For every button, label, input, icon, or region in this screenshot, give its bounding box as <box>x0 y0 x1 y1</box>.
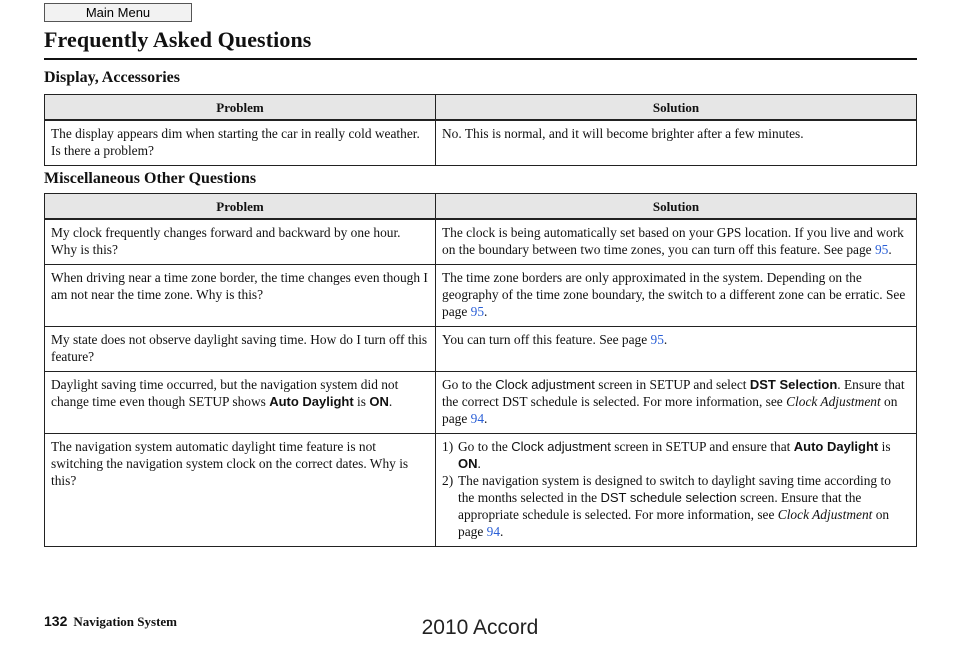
page-number: 132 <box>44 613 68 629</box>
punctuation: . <box>477 456 481 471</box>
punctuation: . <box>663 332 668 347</box>
faq-table-display <box>44 94 917 166</box>
page-link[interactable]: 94 <box>470 411 485 426</box>
cross-reference: Clock Adjustment <box>786 394 881 409</box>
page-link[interactable]: 95 <box>874 242 889 257</box>
table-row <box>45 327 917 372</box>
solution-text: The clock is being automatically set based on your GPS location. If you live and work on the boundary between two time zones, you can turn off this feature. See page <box>442 225 904 257</box>
solution-text: on page <box>442 394 898 426</box>
problem-cell: My state does not observe daylight saving time. How do I turn off this feature? <box>45 327 436 372</box>
problem-cell: My clock frequently changes forward and backward by one hour. Why is this? <box>45 219 436 265</box>
section-heading-display: Display, Accessories <box>44 69 180 86</box>
solution-cell <box>436 327 917 372</box>
problem-cell: The navigation system automatic daylight time feature is not switching the navigation system clock on the correct dates. Why is this? <box>45 434 436 547</box>
ui-term-clock-adjustment: Clock adjustment <box>495 377 595 392</box>
table-row <box>45 434 917 547</box>
punctuation: . <box>888 242 892 257</box>
numbered-step <box>442 438 910 472</box>
problem-cell <box>45 372 436 434</box>
table-row <box>45 219 917 265</box>
cross-reference: Clock Adjustment <box>777 507 873 522</box>
page-title: Frequently Asked Questions <box>44 27 312 52</box>
solution-cell <box>436 265 917 327</box>
solution-text: . Ensure that the correct DST schedule is selected. For more information, see <box>442 377 905 409</box>
ui-term-dst-selection: DST Selection <box>749 377 838 392</box>
problem-text: is <box>353 394 370 409</box>
step-number: 1) <box>442 439 454 454</box>
title-divider <box>44 58 917 60</box>
step-number: 2) <box>442 473 454 488</box>
numbered-step <box>442 472 910 540</box>
solution-cell <box>436 434 917 547</box>
solution-text: You can turn off this feature. See page <box>442 332 651 347</box>
step-text <box>458 438 910 472</box>
column-header-solution: Solution <box>436 194 917 220</box>
ui-term-on: ON <box>458 456 478 471</box>
ui-term-on: ON <box>369 394 389 409</box>
ui-term-auto-daylight: Auto Daylight <box>269 394 354 409</box>
table-row <box>45 120 917 166</box>
main-menu-button[interactable]: Main Menu <box>44 3 192 22</box>
section-heading-misc: Miscellaneous Other Questions <box>44 170 257 187</box>
column-header-solution: Solution <box>436 95 917 121</box>
ui-term-dst-schedule-selection: DST schedule selection <box>600 490 737 505</box>
solution-text: Go to the <box>458 439 512 454</box>
page-link[interactable]: 95 <box>650 332 664 347</box>
punctuation: . <box>484 304 488 319</box>
solution-text: The time zone borders are only approximated in the system. Depending on the geography of the time zone boundary, the switch to a different zone can be erratic. See page <box>442 270 906 319</box>
solution-text: screen in SETUP and ensure that <box>610 439 794 454</box>
ui-term-auto-daylight: Auto Daylight <box>793 439 879 454</box>
punctuation: . <box>500 524 504 539</box>
solution-text: Go to the <box>442 377 496 392</box>
ui-term-clock-adjustment: Clock adjustment <box>511 439 611 454</box>
solution-cell <box>436 219 917 265</box>
solution-text: screen. Ensure that the appropriate schedule is selected. For more information, see <box>458 490 862 522</box>
solution-cell <box>436 372 917 434</box>
punctuation: . <box>388 394 393 409</box>
page-link[interactable]: 94 <box>486 524 501 539</box>
solution-text: screen in SETUP and select <box>594 377 750 392</box>
table-row <box>45 372 917 434</box>
punctuation: . <box>484 411 488 426</box>
column-header-problem: Problem <box>45 95 436 121</box>
faq-table-misc <box>44 193 917 547</box>
solution-text: on page <box>458 507 890 539</box>
problem-cell: When driving near a time zone border, the time changes even though I am not near the time zone. Why is this? <box>45 265 436 327</box>
problem-text: Daylight saving time occurred, but the navigation system did not change time even though SETUP shows <box>51 377 399 409</box>
column-header-problem: Problem <box>45 194 436 220</box>
solution-cell: No. This is normal, and it will become brighter after a few minutes. <box>436 120 917 166</box>
page-link[interactable]: 95 <box>470 304 485 319</box>
solution-text: is <box>878 439 891 454</box>
manual-name: Navigation System <box>73 614 177 629</box>
problem-cell: The display appears dim when starting the car in really cold weather. Is there a problem? <box>45 120 436 166</box>
watermark-text: 2010 Accord <box>421 616 539 639</box>
step-text <box>458 472 910 540</box>
solution-text: The navigation system is designed to switch to daylight saving time according to the months selected in the <box>458 473 891 505</box>
table-row <box>45 265 917 327</box>
